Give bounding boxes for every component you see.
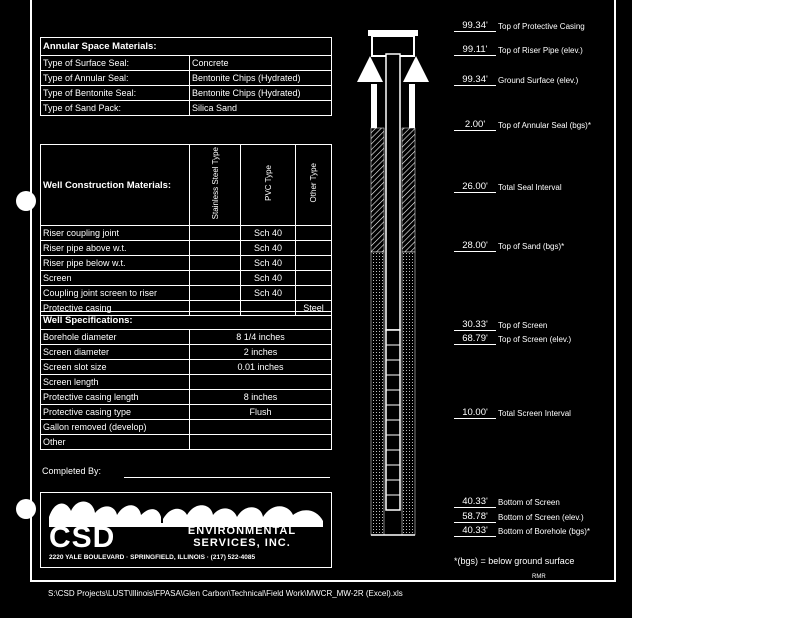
depth-value: 26.00' (454, 181, 496, 193)
depth-label: Top of Riser Pipe (elev.) (498, 46, 583, 55)
column-header-label: PVC Type (263, 165, 273, 202)
depth-value: 10.00' (454, 407, 496, 419)
table-cell: 8 inches (190, 390, 332, 405)
table-cell: Sch 40 (241, 241, 296, 256)
table-cell: Protective casing (41, 301, 190, 316)
depth-value: 99.11' (454, 44, 496, 56)
table-cell: Screen slot size (41, 360, 190, 375)
table-cell: Other (41, 435, 190, 450)
bentonite-seal (371, 128, 384, 252)
table-cell: Sch 40 (241, 226, 296, 241)
table-cell: Type of Bentonite Seal: (41, 86, 190, 101)
table-cell: Riser pipe above w.t. (41, 241, 190, 256)
table-cell: 8 1/4 inches (190, 330, 332, 345)
table-cell: Screen length (41, 375, 190, 390)
specifications-heading: Well Specifications: (41, 312, 332, 330)
protective-casing (372, 36, 414, 56)
annular-space-heading: Annular Space Materials: (41, 38, 332, 56)
logo-csd-text: CSD (49, 521, 116, 554)
depth-label: Ground Surface (elev.) (498, 76, 579, 85)
depth-value: 2.00' (454, 119, 496, 131)
table-cell: Gallon removed (develop) (41, 420, 190, 435)
sand-pack (402, 252, 415, 535)
depth-label: Bottom of Screen (elev.) (498, 513, 584, 522)
table-cell: Steel (296, 301, 332, 316)
depth-value: 30.33' (454, 319, 496, 331)
depth-label: Top of Screen (elev.) (498, 335, 572, 344)
table-cell: Bentonite Chips (Hydrated) (190, 86, 332, 101)
bgs-footnote: *(bgs) = below ground surface (454, 556, 575, 566)
depth-value: 40.33' (454, 525, 496, 537)
table-cell: Sch 40 (241, 286, 296, 301)
table-cell: Screen diameter (41, 345, 190, 360)
table-cell: Bentonite Chips (Hydrated) (190, 71, 332, 86)
table-cell: Screen (41, 271, 190, 286)
depth-label: Top of Protective Casing (498, 22, 585, 31)
table-cell: 0.01 inches (190, 360, 332, 375)
table-cell: Borehole diameter (41, 330, 190, 345)
ground-surface-marker (403, 56, 429, 82)
depth-label: Top of Screen (498, 321, 548, 330)
logo-company-name: ENVIRONMENTAL SERVICES, INC. (187, 525, 297, 549)
table-cell: Sch 40 (241, 271, 296, 286)
table-cell: Type of Annular Seal: (41, 71, 190, 86)
table-cell: Type of Surface Seal: (41, 56, 190, 71)
depth-label: Top of Annular Seal (bgs)* (498, 121, 591, 130)
table-cell: 2 inches (190, 345, 332, 360)
depth-label: Top of Sand (bgs)* (498, 242, 565, 251)
construction-heading: Well Construction Materials: (41, 145, 190, 226)
table-cell: Flush (190, 405, 332, 420)
completed-by-label: Completed By: (42, 466, 102, 476)
table-cell: Riser pipe below w.t. (41, 256, 190, 271)
depth-label: Bottom of Screen (498, 498, 560, 507)
table-cell: Silica Sand (190, 101, 332, 116)
riser-pipe (386, 54, 400, 330)
depth-value: 99.34' (454, 74, 496, 86)
column-header-label: Other Type (309, 163, 318, 203)
table-cell: Concrete (190, 56, 332, 71)
depth-label: Total Screen Interval (498, 409, 571, 418)
table-cell: Type of Sand Pack: (41, 101, 190, 116)
column-header-label: Stainless Steel Type (210, 147, 220, 220)
table-cell: Protective casing type (41, 405, 190, 420)
file-path: S:\CSD Projects\LUST\Illinois\FPASA\Glen Carbon\Technical\Field Work\MWCR_MW-2R (Excel).xls (48, 589, 403, 598)
sand-pack (371, 252, 384, 535)
surface-seal (371, 84, 377, 128)
depth-value: 58.78' (454, 511, 496, 523)
depth-label: Total Seal Interval (498, 183, 562, 192)
table-cell: Coupling joint screen to riser (41, 286, 190, 301)
depth-value: 68.79' (454, 333, 496, 345)
table-cell: Riser coupling joint (41, 226, 190, 241)
page-mark: RMR (532, 574, 546, 580)
depth-value: 40.33' (454, 496, 496, 508)
depth-value: 28.00' (454, 240, 496, 252)
depth-value: 99.34' (454, 20, 496, 32)
depth-label: Bottom of Borehole (bgs)* (498, 527, 591, 536)
table-cell: Sch 40 (241, 256, 296, 271)
logo-address: 2220 YALE BOULEVARD · SPRINGFIELD, ILLINOIS · (217) 522-4085 (49, 554, 256, 561)
bentonite-seal (402, 128, 415, 252)
ground-surface-marker (357, 56, 383, 82)
table-cell: Protective casing length (41, 390, 190, 405)
surface-seal (409, 84, 415, 128)
